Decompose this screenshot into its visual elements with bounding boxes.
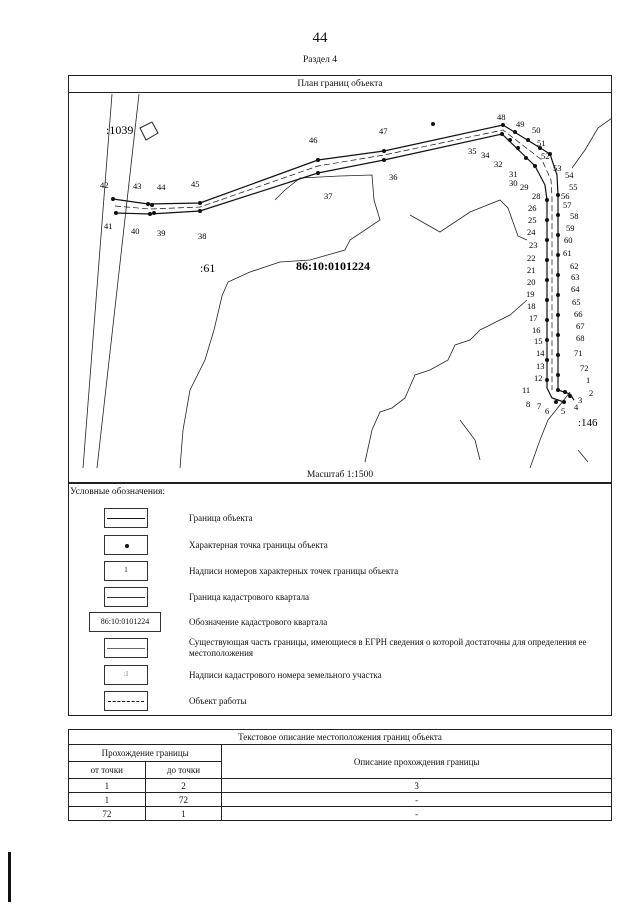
point-label: 41 [104, 221, 113, 231]
point-label: 7 [537, 401, 542, 411]
point-label: 16 [532, 325, 541, 335]
point-label: 68 [576, 333, 585, 343]
point-label: 13 [536, 361, 545, 371]
scan-edge-mark [8, 852, 11, 902]
legend-sample-text: 86:10:0101224 [100, 617, 150, 626]
table-cell-desc: - [222, 793, 612, 807]
legend-text: Надписи кадастрового номера земельного участка [189, 670, 382, 680]
point-label: 59 [566, 223, 575, 233]
table-cell-to: 2 [145, 779, 222, 793]
point-labels-lower [104, 146, 549, 416]
table-col-desc: Описание прохождения границы [222, 745, 612, 779]
table-row [69, 807, 612, 821]
section-title: Раздел 4 [303, 55, 337, 65]
legend-sample-quarter-boundary [104, 587, 148, 607]
point-label: 21 [527, 265, 536, 275]
legend-sample-point [104, 535, 148, 555]
point-label: 72 [580, 363, 589, 373]
point-label: 17 [529, 313, 538, 323]
point-label: 46 [309, 135, 318, 145]
table-cell-from: 1 [69, 779, 146, 793]
point-label: 51 [537, 138, 546, 148]
point-label: 66 [574, 309, 583, 319]
point-label: 42 [100, 180, 109, 190]
point-label: 56 [561, 191, 570, 201]
boundary-map [69, 94, 611, 468]
point-label: 24 [527, 227, 536, 237]
point-label: 65 [572, 297, 581, 307]
point-label: 38 [198, 231, 207, 241]
point-label: 52 [541, 151, 550, 161]
table-cell-from: 1 [69, 793, 146, 807]
point-label: 47 [379, 126, 388, 136]
legend-text: Надписи номеров характерных точек границы объекта [189, 566, 399, 576]
point-label: 35 [468, 146, 477, 156]
quarter-label: 86:10:0101224 [296, 259, 370, 273]
point-label: 62 [570, 261, 579, 271]
point-label: 43 [133, 181, 142, 191]
point-label: 11 [522, 385, 531, 395]
point-label: 20 [527, 277, 536, 287]
point-label: 12 [534, 373, 543, 383]
point-label: 30 [509, 178, 518, 188]
page-number: 44 [312, 30, 328, 46]
table-cell-desc: - [222, 807, 612, 821]
table-title: Текстовое описание местоположения границ объекта [69, 730, 612, 745]
point-label: 36 [389, 172, 398, 182]
point-label: 45 [191, 179, 200, 189]
point-label: 49 [516, 119, 525, 129]
point-label: 34 [481, 150, 490, 160]
legend-sample-point-number [104, 561, 148, 581]
legend-text: Граница кадастрового квартала [189, 592, 310, 602]
point-label: 25 [528, 215, 537, 225]
point-label: 28 [532, 191, 541, 201]
point-label: 48 [497, 112, 506, 122]
table-cell-from: 72 [69, 807, 146, 821]
point-label: 5 [561, 406, 566, 416]
point-label: 3 [578, 395, 583, 405]
point-label: 26 [528, 203, 537, 213]
parcel-label-61: :61 [200, 261, 216, 275]
point-label: 32 [494, 159, 503, 169]
point-label: 71 [574, 348, 583, 358]
table-cell-to: 1 [145, 807, 222, 821]
table-col-from: от точки [69, 762, 146, 779]
legend-sample-object-boundary [104, 508, 148, 528]
point-label: 23 [529, 240, 538, 250]
point-label: 50 [532, 125, 541, 135]
table-row [69, 793, 612, 807]
legend-sample-text: 1 [124, 566, 128, 574]
point-label: 8 [526, 399, 531, 409]
legend-text: Обозначение кадастрового квартала [189, 617, 328, 627]
point-label: 39 [157, 228, 166, 238]
point-label: 37 [324, 191, 333, 201]
legend-sample-parcel-label [104, 665, 148, 685]
point-label: 55 [569, 182, 578, 192]
table-col-group: Прохождение границы [69, 745, 222, 762]
table-cell-to: 72 [145, 793, 222, 807]
legend-sample-existing-boundary [104, 638, 148, 658]
point-label: 58 [570, 211, 579, 221]
point-label: 6 [545, 406, 550, 416]
legend-sample-text: :1 [123, 670, 129, 678]
point-label: 60 [564, 235, 573, 245]
parcel-label-1039: :1039 [106, 123, 134, 137]
point-label: 14 [536, 348, 545, 358]
boundary-description-table [68, 729, 612, 821]
point-label: 4 [574, 402, 579, 412]
point-label: 57 [563, 200, 572, 210]
table-cell-desc: 3 [222, 779, 612, 793]
point-label: 40 [131, 226, 140, 236]
point-label: 67 [576, 321, 585, 331]
point-label: 29 [520, 182, 529, 192]
legend-sample-work-object [104, 691, 148, 711]
legend-text: Существующая часть границы, имеющиеся в ЕГРН сведения о которой достаточны для определения ее местоположения [189, 637, 587, 658]
parcel-label-146: :146 [578, 417, 598, 429]
point-label: 19 [526, 289, 535, 299]
table-row [69, 779, 612, 793]
point-label: 31 [509, 169, 518, 179]
legend-text: Граница объекта [189, 513, 253, 523]
point-label: 15 [534, 336, 543, 346]
point-label: 63 [571, 272, 580, 282]
point-label: 64 [571, 284, 580, 294]
point-label: 22 [527, 253, 536, 263]
map-title: План границ объекта [68, 75, 612, 93]
legend-text: Характерная точка границы объекта [189, 540, 328, 550]
point-label: 54 [565, 170, 574, 180]
point-label: 18 [527, 301, 536, 311]
legend-sample-quarter-label [89, 612, 161, 632]
table-col-to: до точки [145, 762, 222, 779]
point-label: 2 [589, 388, 594, 398]
map-scale: Масштаб 1:1500 [306, 470, 374, 480]
legend-text: Объект работы [189, 696, 247, 706]
point-label: 61 [563, 248, 572, 258]
point-label: 44 [157, 182, 166, 192]
point-label: 1 [586, 375, 591, 385]
point-label: 53 [553, 163, 562, 173]
legend-title: Условные обозначения: [70, 487, 166, 497]
